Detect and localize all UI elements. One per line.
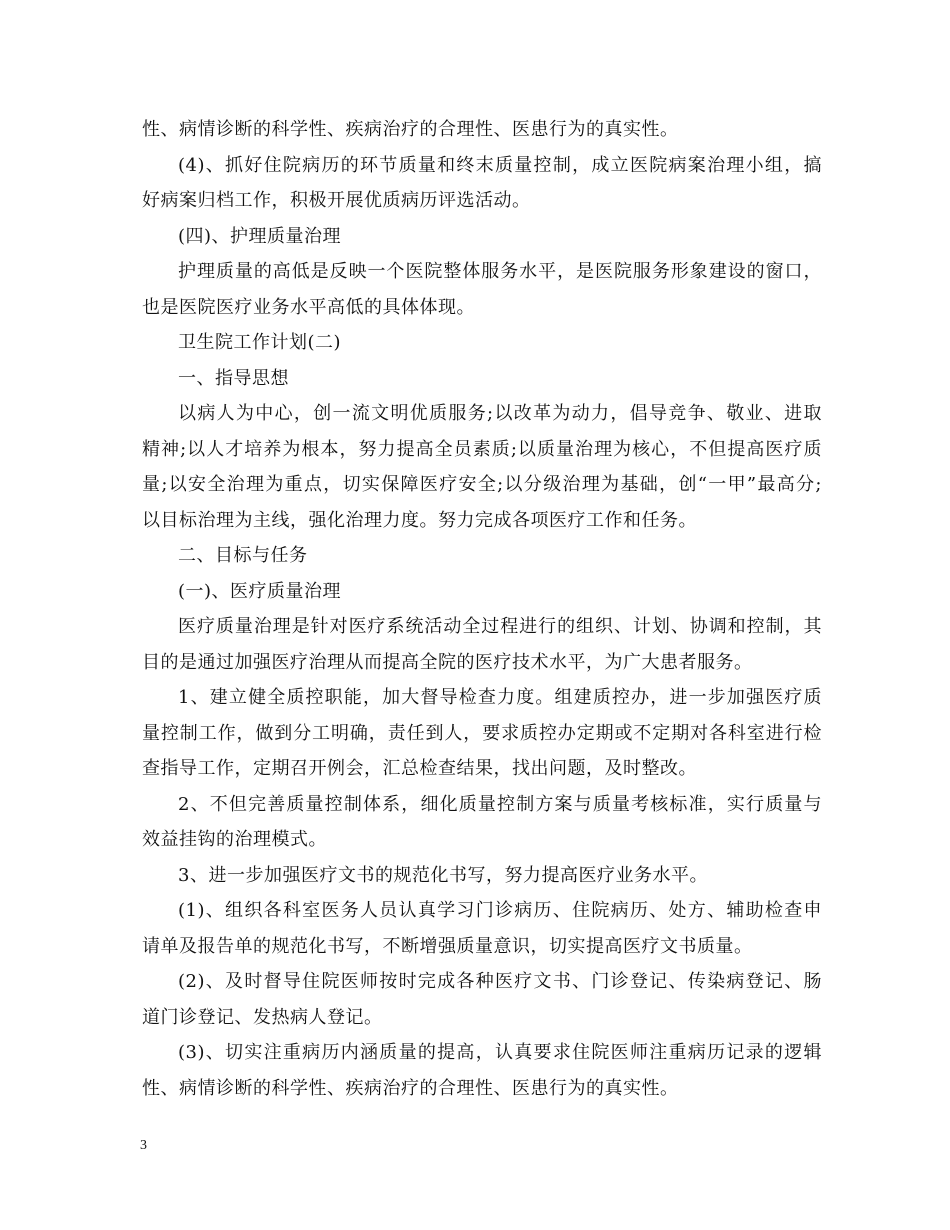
paragraph-line: 量;以安全治理为重点，切实保障医疗安全;以分级治理为基础，创“一甲”最高分; (142, 474, 822, 495)
paragraph-line: 也是医院医疗业务水平高低的具体体现。 (142, 296, 475, 318)
paragraph-line: 性、病情诊断的科学性、疾病治疗的合理性、医患行为的真实性。 (142, 119, 679, 140)
document-body (142, 112, 822, 1106)
paragraph-line: 性、病情诊断的科学性、疾病治疗的合理性、医患行为的真实性。 (142, 1077, 679, 1099)
paragraph-line: 精神;以人才培养为根本，努力提高全员素质;以质量治理为核心，不但提高医疗质 (142, 438, 822, 460)
paragraph-line: 1、建立健全质控职能，加大督导检查力度。组建质控办，进一步加强医疗质 (178, 687, 822, 708)
section-heading: 一、指导思想 (178, 367, 289, 389)
document-title: 卫生院工作计划(二) (178, 332, 342, 353)
paragraph-line: 以病人为中心，创一流文明优质服务;以改革为动力，倡导竞争、敬业、进取 (178, 403, 822, 424)
paragraph-line: 目的是通过加强医疗治理从而提高全院的医疗技术水平，为广大患者服务。 (142, 651, 753, 673)
section-heading: (一)、医疗质量治理 (178, 580, 342, 602)
paragraph-line: 请单及报告单的规范化书写，不断增强质量意识，切实提高医疗文书质量。 (142, 935, 753, 957)
paragraph-line: 医疗质量治理是针对医疗系统活动全过程进行的组织、计划、协调和控制，其 (178, 616, 822, 637)
paragraph-line: 效益挂钩的治理模式。 (142, 829, 327, 850)
paragraph-line: (1)、组织各科室医务人员认真学习门诊病历、住院病历、处方、辅助检查申 (178, 900, 822, 921)
paragraph-line: 查指导工作，定期召开例会，汇总检查结果，找出问题，及时整改。 (142, 758, 697, 779)
page-number: 3 (140, 1138, 147, 1153)
section-heading: 二、目标与任务 (178, 545, 308, 566)
paragraph-line: 道门诊登记、发热病人登记。 (142, 1006, 383, 1028)
paragraph-line: 以目标治理为主线，强化治理力度。努力完成各项医疗工作和任务。 (142, 509, 697, 531)
paragraph-line: (2)、及时督导住院医师按时完成各种医疗文书、门诊登记、传染病登记、肠 (178, 971, 822, 992)
paragraph-line: 2、不但完善质量控制体系，细化质量控制方案与质量考核标准，实行质量与 (178, 793, 822, 815)
paragraph-line: 护理质量的高低是反映一个医院整体服务水平，是医院服务形象建设的窗口， (178, 261, 822, 282)
paragraph-line: (3)、切实注重病历内涵质量的提高，认真要求住院医师注重病历记录的逻辑 (178, 1042, 822, 1063)
paragraph-line: 3、进一步加强医疗文书的规范化书写，努力提高医疗业务水平。 (178, 864, 708, 886)
paragraph-line: 好病案归档工作，积极开展优质病历评选活动。 (142, 190, 531, 211)
section-heading: (四)、护理质量治理 (178, 225, 342, 247)
paragraph-line: (4)、抓好住院病历的环节质量和终末质量控制，成立医院病案治理小组，搞 (178, 154, 822, 176)
paragraph-line: 量控制工作，做到分工明确，责任到人，要求质控办定期或不定期对各科室进行检 (142, 722, 822, 744)
